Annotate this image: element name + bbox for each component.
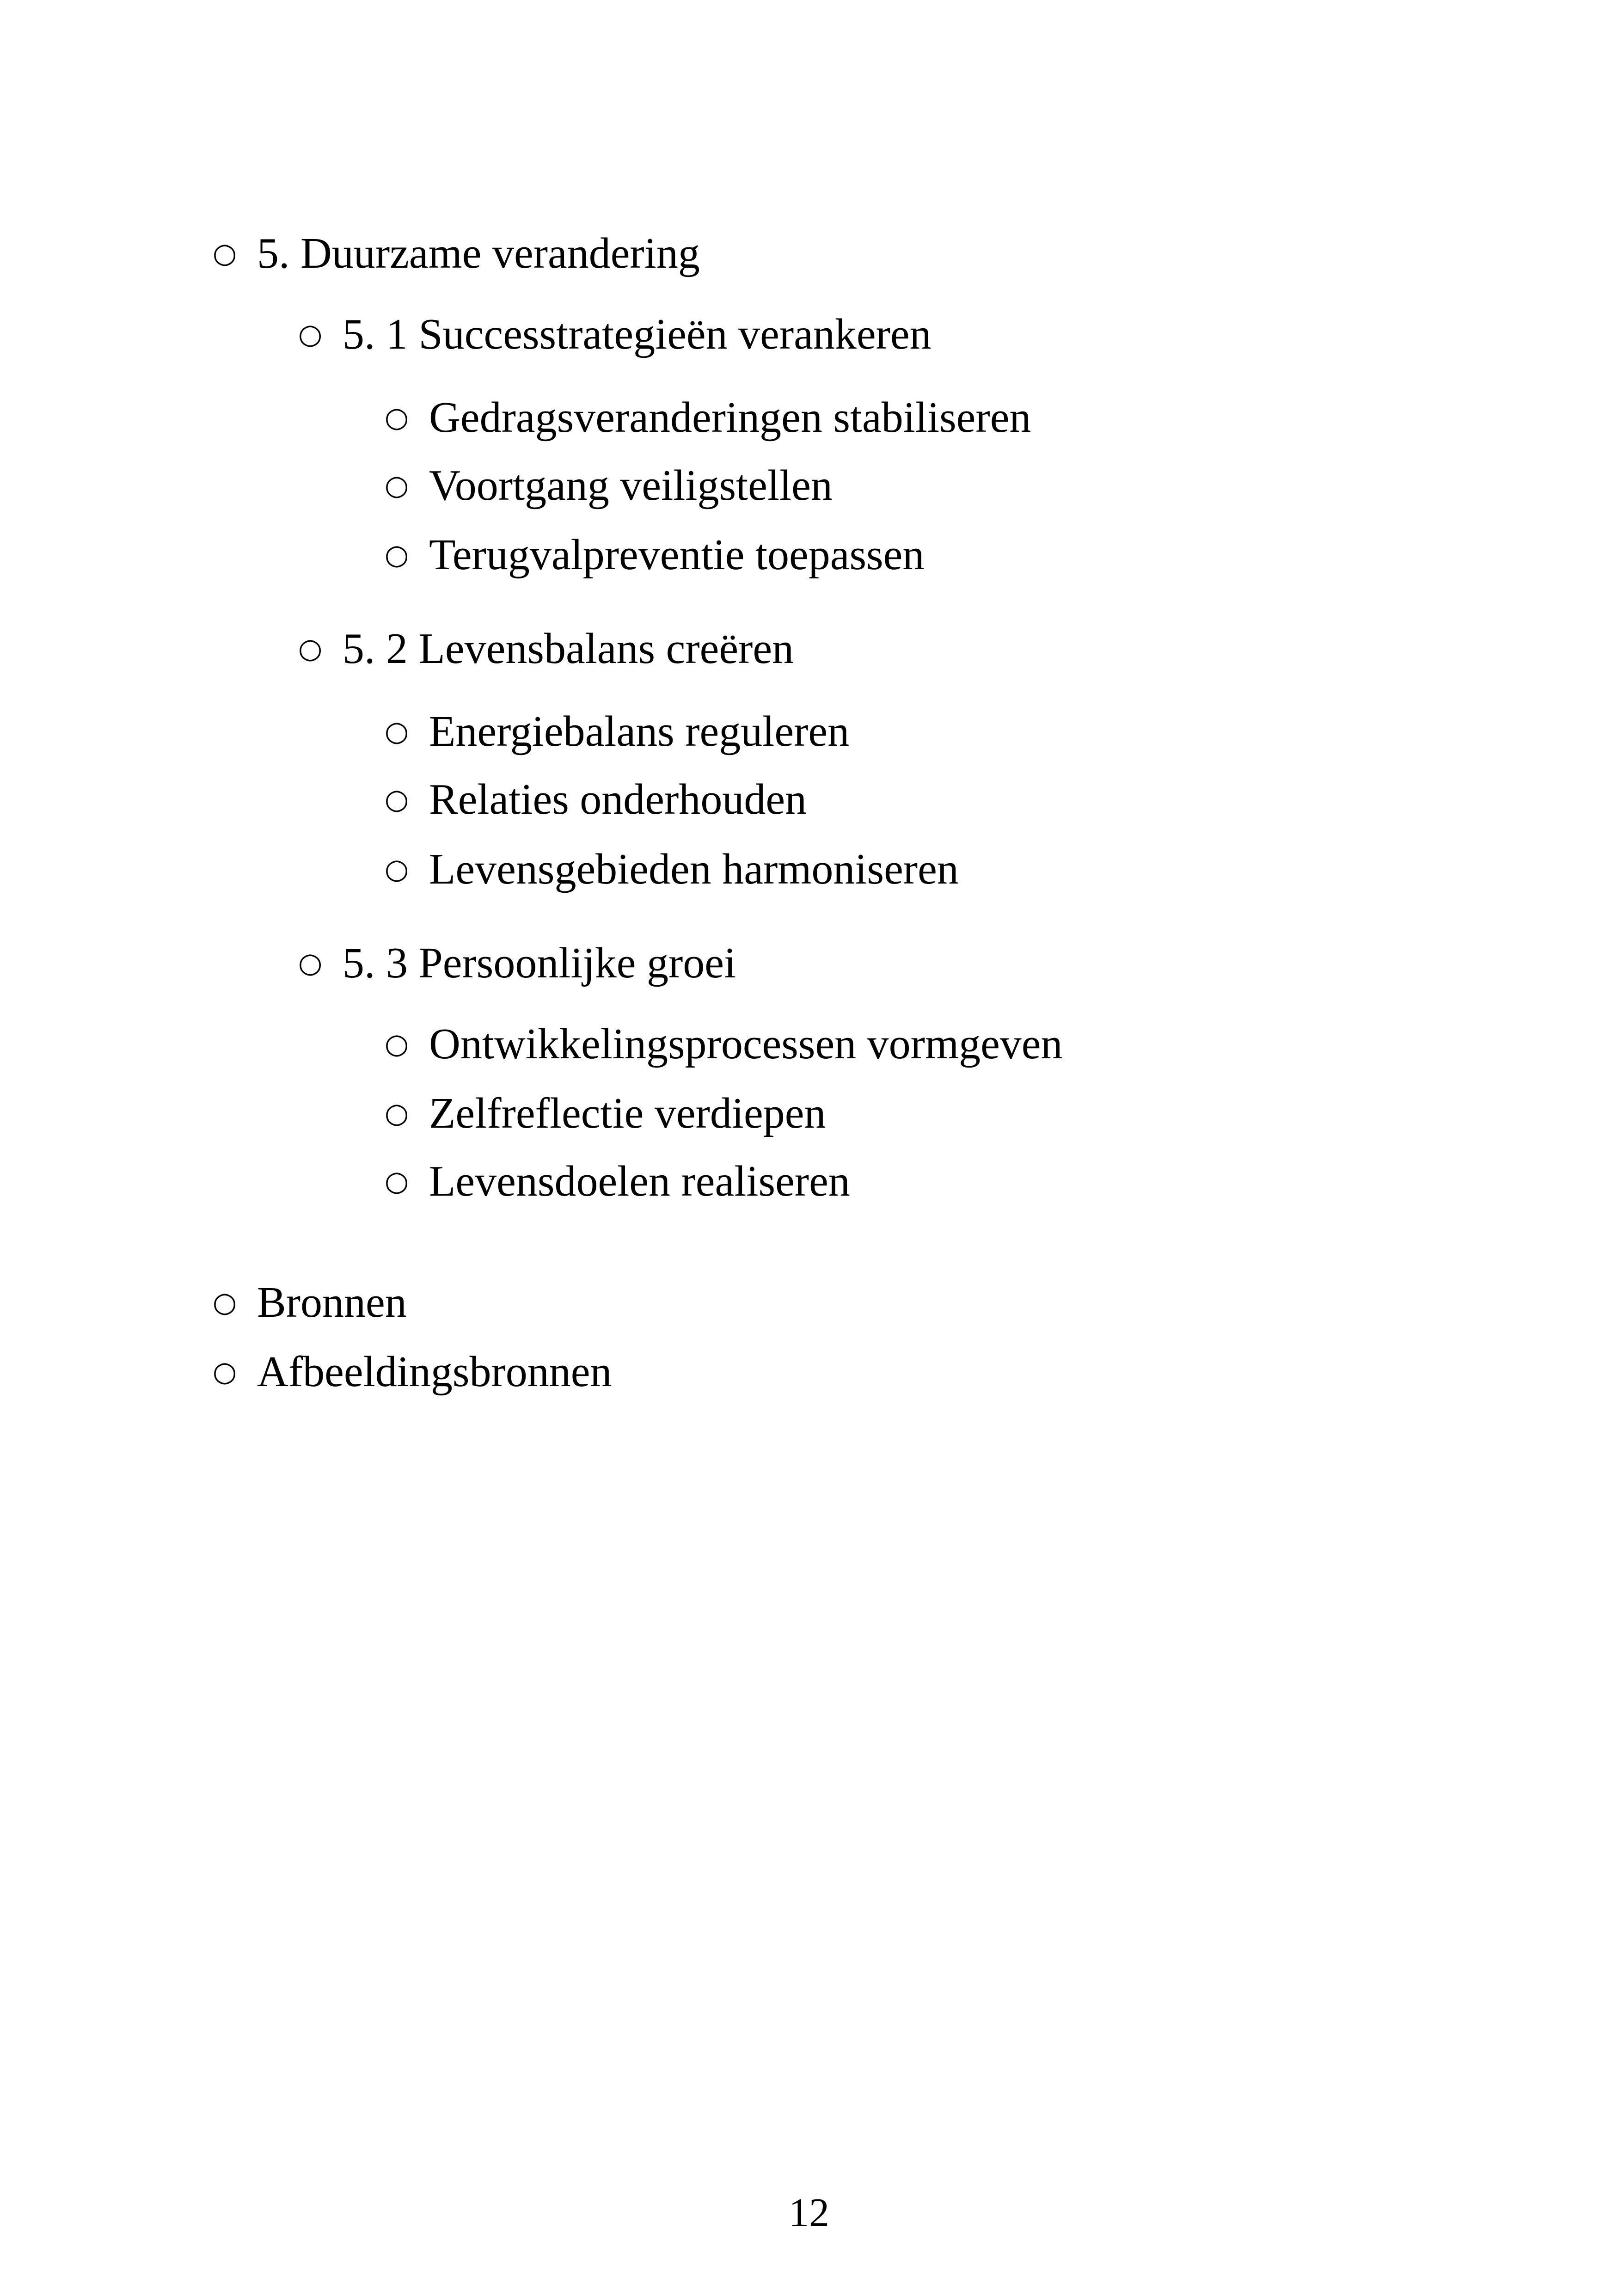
circle-bullet-icon: ○ — [298, 318, 323, 350]
outline-item-label: 5. Duurzame verandering — [257, 229, 700, 277]
circle-bullet-icon: ○ — [213, 237, 237, 270]
outline-item-label: Terugvalpreventie toepassen — [429, 531, 925, 579]
outline-item-label: Afbeeldingsbronnen — [257, 1348, 612, 1396]
circle-bullet-icon: ○ — [213, 1286, 237, 1319]
outline-item-label: Levensdoelen realiseren — [429, 1157, 850, 1205]
outline-item-label: Levensgebieden harmoniseren — [429, 845, 959, 893]
circle-bullet-icon: ○ — [385, 853, 409, 885]
circle-bullet-icon: ○ — [385, 401, 409, 434]
outline-item-label: Bronnen — [257, 1278, 407, 1326]
circle-bullet-icon: ○ — [213, 1356, 237, 1388]
circle-bullet-icon: ○ — [298, 947, 323, 979]
circle-bullet-icon: ○ — [385, 1097, 409, 1130]
outline-item-label: Relaties onderhouden — [429, 775, 807, 823]
circle-bullet-icon: ○ — [385, 539, 409, 571]
outline-item-label: 5. 3 Persoonlijke groei — [343, 939, 736, 987]
circle-bullet-icon: ○ — [385, 783, 409, 816]
circle-bullet-icon: ○ — [385, 715, 409, 748]
outline-item-label: Gedragsveranderingen stabiliseren — [429, 393, 1031, 442]
outline-item-label: Voortgang veiligstellen — [429, 461, 833, 510]
outline-item-label: Energiebalans reguleren — [429, 707, 850, 755]
outline-item-label: 5. 2 Levensbalans creëren — [343, 625, 794, 673]
outline-item-label: 5. 1 Successtrategieën verankeren — [343, 310, 932, 358]
outline-item-label: Ontwikkelingsprocessen vormgeven — [429, 1020, 1063, 1068]
outline-item-label: Zelfreflectie verdiepen — [429, 1089, 826, 1137]
page-number: 12 — [789, 2191, 829, 2235]
circle-bullet-icon: ○ — [385, 1028, 409, 1060]
circle-bullet-icon: ○ — [385, 469, 409, 502]
circle-bullet-icon: ○ — [385, 1165, 409, 1197]
circle-bullet-icon: ○ — [298, 632, 323, 665]
